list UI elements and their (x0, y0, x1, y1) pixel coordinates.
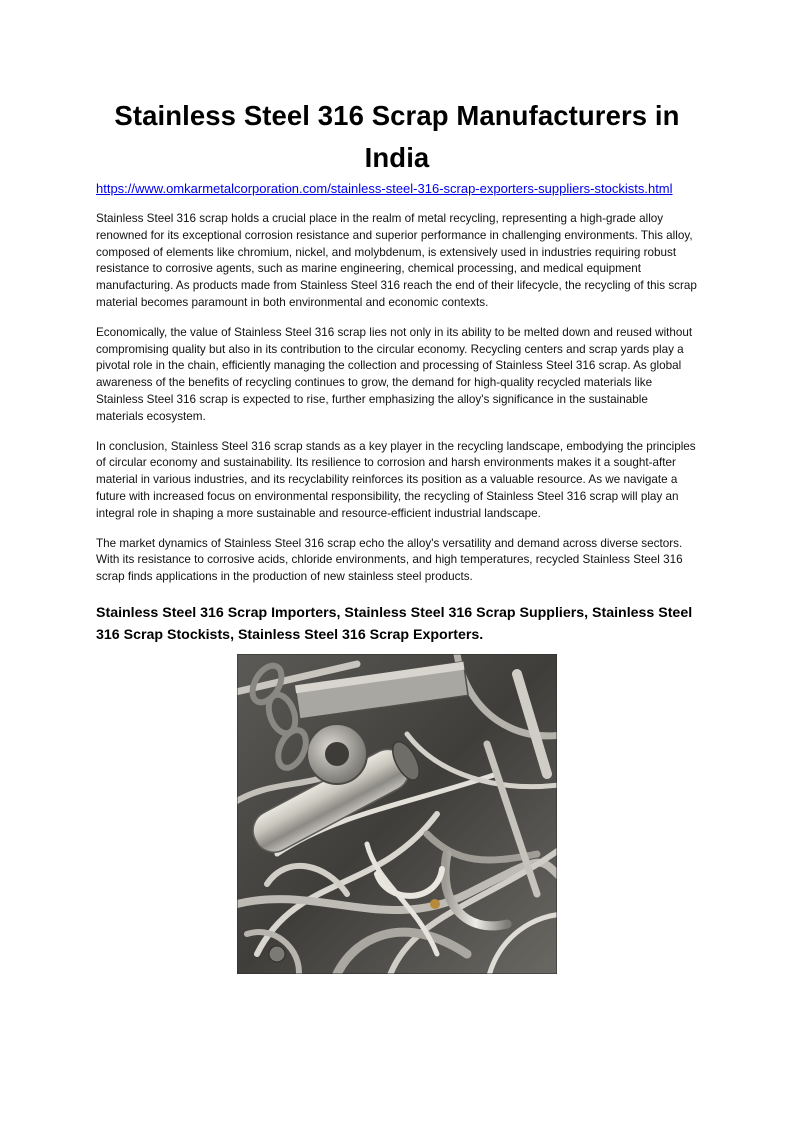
document-page (96, 95, 698, 974)
paragraph-intro: Stainless Steel 316 scrap holds a crucial place in the realm of metal recycling, representing a high-grade alloy renowned for its exceptional corrosion resistance and superior performance in challenging environments. This alloy, composed of elements like chromium, nickel, and molybdenum, is extensively used in industries requiring robust resistance to corrosive agents, such as marine engineering, chemical processing, and medical equipment manufacturing. As products made from Stainless Steel 316 reach the end of their lifecycle, the recycling of this scrap material becomes paramount in both environmental and economic contexts. (96, 212, 697, 309)
keywords-subheading: Stainless Steel 316 Scrap Importers, Stainless Steel 316 Scrap Suppliers, Stainless Steel 316 Scrap Stockists, Stainless Steel 316 Scrap Exporters. (96, 604, 693, 643)
scrap-metal-photo-icon (237, 654, 557, 974)
page-title: Stainless Steel 316 Scrap Manufacturers in India (114, 100, 680, 173)
source-url-link[interactable]: https://www.omkarmetalcorporation.com/stainless-steel-316-scrap-exporters-suppliers-stockists.html (96, 181, 673, 196)
scrap-photo-figure (237, 654, 557, 974)
paragraph-market-dynamics: The market dynamics of Stainless Steel 316 scrap echo the alloy's versatility and demand across diverse sectors. With its resistance to corrosive acids, chloride environments, and high temperatures, recycled Stainless Steel 316 scrap finds applications in the production of new stainless steel products. (96, 536, 683, 584)
paragraph-economics: Economically, the value of Stainless Steel 316 scrap lies not only in its ability to be melted down and reused without compromising quality but also in its contribution to the circular economy. Recycling centers and scrap yards play a pivotal role in the chain, efficiently managing the collection and processing of Stainless Steel 316 scrap. As global awareness of the benefits of recycling continues to grow, the demand for high-quality recycled materials like Stainless Steel 316 scrap is expected to rise, further emphasizing the alloy's significance in the sustainable materials ecosystem. (96, 325, 693, 423)
paragraph-conclusion: In conclusion, Stainless Steel 316 scrap stands as a key player in the recycling landscape, embodying the principles of circular economy and sustainability. Its resilience to corrosion and harsh environments makes it a sought-after material in various industries, and its recyclability reinforces its position as a valuable resource. As we navigate a future with increased focus on environmental responsibility, the recycling of Stainless Steel 316 scrap will play an integral role in shaping a more sustainable and resource-efficient industrial landscape. (96, 439, 696, 520)
